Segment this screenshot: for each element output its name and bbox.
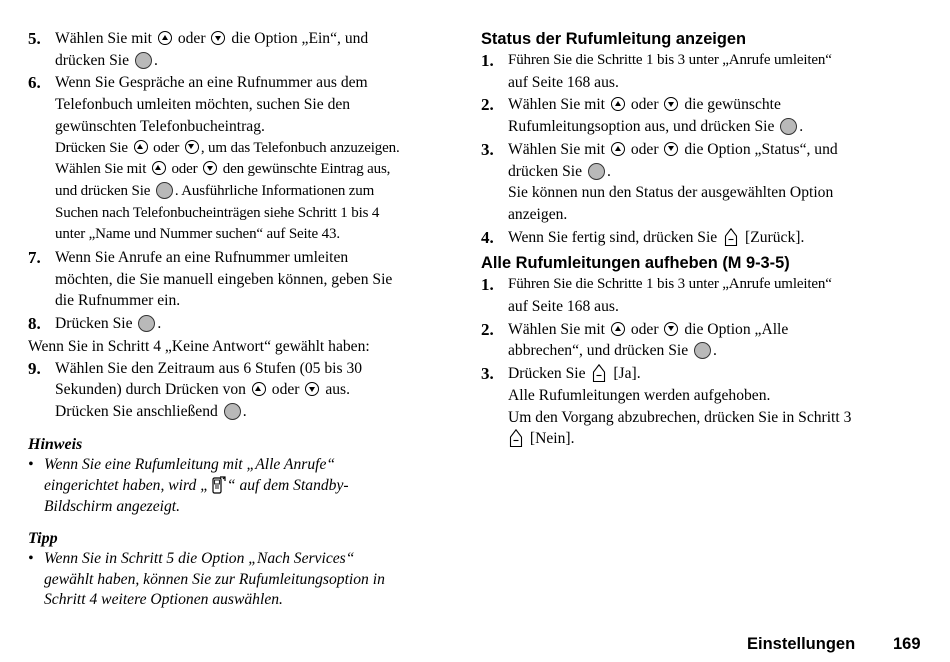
center-key-icon	[694, 342, 711, 359]
text: .	[153, 51, 158, 69]
nav-up-icon	[158, 31, 172, 45]
step-9	[28, 358, 448, 423]
text: .	[799, 118, 804, 136]
left-softkey-icon	[723, 227, 739, 247]
text: Drücken Sie	[55, 315, 133, 333]
cancel-step-1	[481, 274, 921, 317]
nav-down-icon	[305, 382, 319, 396]
bullet: •	[28, 455, 34, 473]
step-number: 3.	[481, 364, 494, 384]
center-key-icon	[156, 182, 173, 199]
text: Wenn Sie in Schritt 5 die Option „Nach Services“	[44, 550, 355, 568]
text: , um das Telefonbuch anzuzeigen.	[200, 139, 400, 156]
text: [Ja].	[613, 365, 641, 383]
text: oder	[630, 96, 659, 114]
nav-up-icon	[611, 97, 625, 111]
text: auf Seite 168 aus.	[508, 298, 619, 316]
section-title-cancel-all: Alle Rufumleitungen aufheben (M 9-3-5)	[481, 254, 790, 273]
step-number: 5.	[28, 29, 41, 48]
tipp-heading: Tipp	[28, 530, 58, 548]
text: Bildschirm angezeigt.	[44, 497, 180, 515]
text: oder	[271, 381, 300, 399]
text: Führen Sie die Schritte 1 bis 3 unter „Anrufe umleiten“	[508, 52, 832, 68]
text: Wählen Sie mit	[55, 161, 147, 178]
text: Schritt 4 weitere Optionen auswählen.	[44, 591, 283, 609]
nav-up-icon	[152, 161, 166, 175]
text: den gewünschte Eintrag aus,	[222, 161, 391, 178]
left-column	[28, 28, 448, 611]
hinweis-heading: Hinweis	[28, 435, 83, 453]
text: Suchen nach Telefonbucheinträgen siehe Schritt 1 bis 4	[55, 204, 380, 221]
section-title-status: Status der Rufumleitung anzeigen	[481, 30, 747, 48]
center-key-icon	[135, 52, 152, 69]
text: .	[242, 402, 247, 420]
step-number: 3.	[481, 139, 494, 159]
tipp-item	[28, 549, 448, 611]
text: oder	[177, 30, 206, 47]
nav-down-icon	[664, 142, 678, 156]
text: Drücken Sie anschließend	[55, 402, 218, 420]
nav-up-icon	[611, 142, 625, 156]
text: gewählt haben, können Sie zur Rufumleitungsoption in	[44, 570, 385, 588]
step-number: 7.	[28, 248, 41, 268]
text: oder	[630, 140, 659, 158]
text: und drücken Sie	[55, 182, 151, 199]
condition-text: Wenn Sie in Schritt 4 „Keine Antwort“ gewählt haben:	[28, 337, 370, 355]
text: gewünschten Telefonbucheintrag.	[55, 117, 265, 135]
text: Wenn Sie Anrufe an eine Rufnummer umleiten	[55, 249, 349, 267]
hinweis-item	[28, 455, 448, 518]
text: Drücken Sie	[508, 365, 586, 383]
bullet: •	[28, 550, 34, 568]
text: drücken Sie	[55, 51, 130, 69]
status-step-1	[481, 50, 921, 93]
page-number: 169	[893, 635, 921, 653]
text: Telefonbuch umleiten möchten, suchen Sie den	[55, 96, 351, 114]
status-step-4	[481, 227, 921, 249]
text: möchten, die Sie manuell eingeben können, geben Sie	[55, 270, 393, 288]
nav-up-icon	[134, 140, 148, 154]
text: Drücken Sie	[55, 139, 128, 156]
step-number: 4.	[481, 227, 494, 247]
text: Alle Rufumleitungen werden aufgehoben.	[508, 386, 771, 404]
text: die Option „Alle	[684, 320, 789, 338]
nav-down-icon	[664, 322, 678, 336]
text: .	[606, 162, 611, 180]
nav-down-icon	[664, 97, 678, 111]
text: die Rufnummer ein.	[55, 292, 181, 310]
center-key-icon	[224, 403, 241, 420]
step-number: 2.	[481, 319, 494, 339]
nav-down-icon	[185, 140, 199, 154]
text: Wählen Sie mit	[508, 140, 606, 158]
text: Sekunden) durch Drücken von	[55, 381, 246, 399]
text: Wählen Sie den Zeitraum aus 6 Stufen (05 bis 30	[55, 359, 363, 377]
step-7	[28, 247, 448, 312]
center-key-icon	[780, 118, 797, 135]
footer-section-name: Einstellungen	[747, 635, 856, 653]
text: die Option „Ein“, und	[231, 30, 369, 47]
text: Wenn Sie eine Rufumleitung mit „Alle Anrufe“	[44, 455, 336, 473]
center-key-icon	[588, 163, 605, 180]
text: .	[157, 315, 162, 333]
text: aus.	[325, 381, 351, 399]
step-number: 1.	[481, 51, 494, 70]
cancel-step-3	[481, 363, 921, 450]
text: Sie können nun den Status der ausgewählten Option	[508, 184, 834, 202]
text: oder	[153, 139, 180, 156]
text: die Option „Status“, und	[684, 140, 838, 158]
nav-down-icon	[211, 31, 225, 45]
text: Wenn Sie fertig sind, drücken Sie	[508, 228, 718, 246]
cancel-step-2	[481, 319, 921, 362]
text: Rufumleitungsoption aus, und drücken Sie	[508, 118, 775, 136]
text: Wählen Sie mit	[508, 96, 606, 114]
call-forward-icon	[210, 475, 226, 495]
step-number: 1.	[481, 275, 494, 295]
nav-down-icon	[203, 161, 217, 175]
text: . Ausführliche Informationen zum	[174, 182, 375, 199]
step-number: 8.	[28, 314, 41, 334]
text: auf Seite 168 aus.	[508, 73, 619, 91]
right-column	[481, 28, 921, 451]
text: eingerichtet haben, wird „	[44, 477, 209, 495]
text: .	[713, 342, 717, 360]
text: abbrechen“, und drücken Sie	[508, 342, 689, 360]
status-step-3	[481, 139, 921, 226]
text: unter „Name und Nummer suchen“ auf Seite 43.	[55, 226, 340, 243]
text: anzeigen.	[508, 205, 568, 223]
text: oder	[171, 161, 198, 178]
left-softkey-icon	[508, 428, 524, 448]
text: Wählen Sie mit	[508, 320, 606, 338]
text: Wenn Sie Gespräche an eine Rufnummer aus dem	[55, 74, 368, 92]
center-key-icon	[138, 315, 155, 332]
step-number: 6.	[28, 73, 41, 93]
text: oder	[630, 320, 659, 338]
nav-up-icon	[611, 322, 625, 336]
step-6	[28, 72, 448, 246]
step-number: 9.	[28, 358, 41, 378]
step-number: 2.	[481, 95, 494, 115]
text: [Nein].	[529, 430, 575, 448]
text: Um den Vorgang abzubrechen, drücken Sie in Schritt 3	[508, 408, 852, 426]
text: “ auf dem Standby-	[226, 477, 349, 495]
status-step-2	[481, 94, 921, 137]
text: die gewünschte	[684, 96, 781, 114]
step-5	[28, 28, 448, 71]
text: Wählen Sie mit	[55, 30, 153, 47]
left-softkey-icon	[591, 363, 607, 383]
text: [Zurück].	[745, 228, 805, 246]
step-8	[28, 313, 448, 335]
text: Führen Sie die Schritte 1 bis 3 unter „Anrufe umleiten“	[508, 276, 832, 293]
text: drücken Sie	[508, 162, 583, 180]
nav-up-icon	[252, 382, 266, 396]
